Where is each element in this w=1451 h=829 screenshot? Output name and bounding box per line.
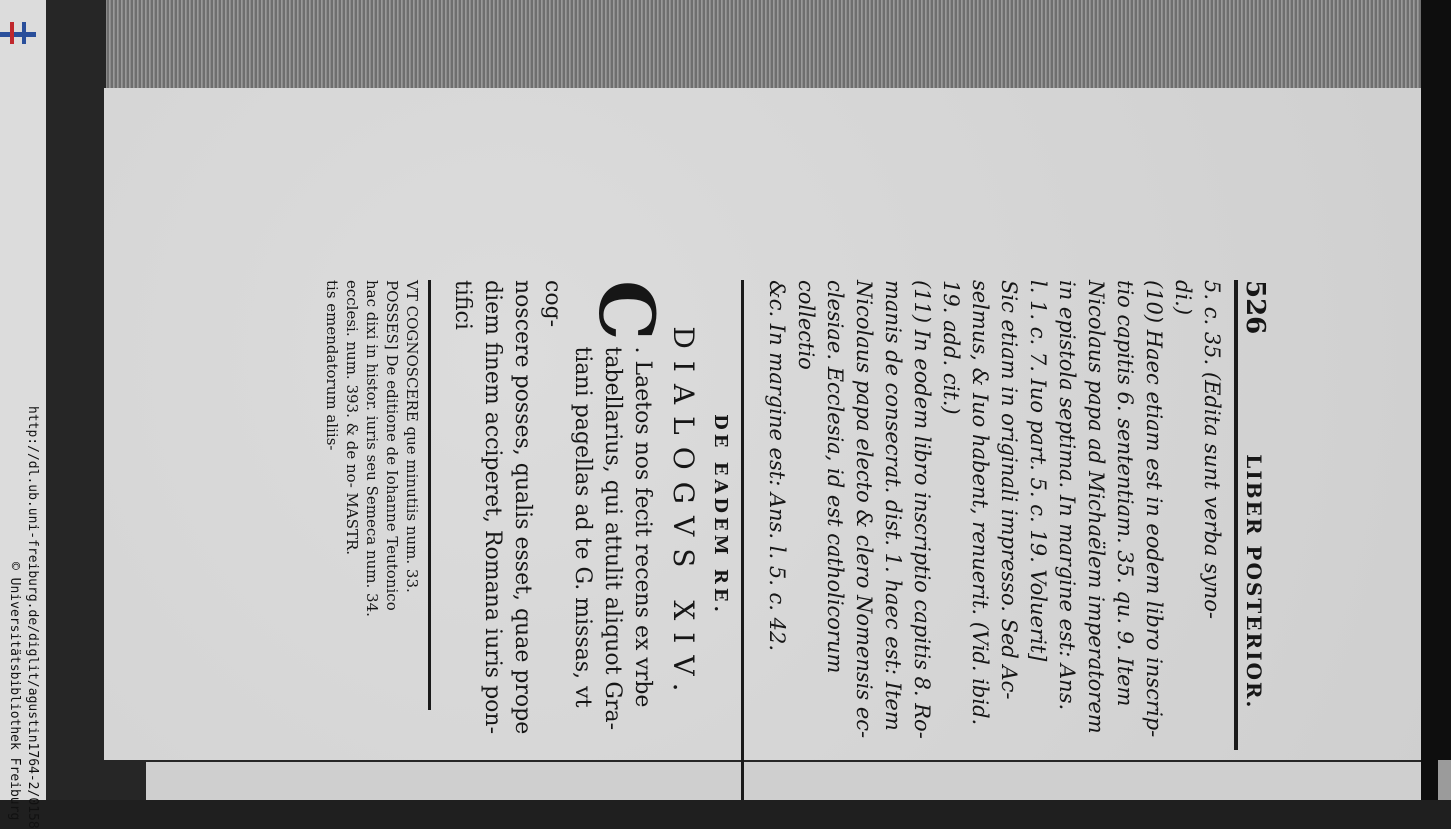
body-line: noscere posses, qualis esset, quae prope xyxy=(510,280,535,735)
note-line: (10) Haec etiam est in eodem libro inscrip- xyxy=(1142,280,1166,738)
note-line: &c. In margine est: Ans. l. 5. c. 42. xyxy=(765,280,789,652)
body-text xyxy=(447,280,671,750)
section-rule xyxy=(741,280,744,800)
page-number: 526 xyxy=(1240,280,1270,335)
margin-strip xyxy=(1438,760,1451,800)
footnote-line: hac dixi in histor. iuris seu Semeca num. 34. xyxy=(363,280,381,617)
note-line: in epistola septima. In margine est: Ans. xyxy=(1055,280,1079,711)
footnote-line: ecclesi. num. 393. & de no- MASTR. xyxy=(343,280,361,556)
note-line: Nicolaus papa ad Michaëlem imperatorem xyxy=(1084,280,1108,734)
running-header xyxy=(1234,280,1270,750)
note-line: Nicolaus papa electo & clero Nomensis ec- xyxy=(852,280,876,739)
footnote-line: POSSES] De editione de Iohanne Teutonico xyxy=(383,280,401,611)
note-line: clesiae. Ecclesia, id est catholicorum collectio xyxy=(794,280,847,674)
page-text-block xyxy=(170,280,1270,750)
notes-section xyxy=(762,280,1226,750)
body-line: . Laetos nos fecit recens ex vrbe xyxy=(630,346,655,708)
body-line: diem finem acciperet, Romana iuris pon- xyxy=(480,280,505,735)
note-line: manis de consecrat. dist. 1. haec est: Item xyxy=(881,280,905,731)
note-line: 5. c. 35. (Edita sunt verba syno- xyxy=(1200,280,1224,620)
credit-text xyxy=(6,0,42,829)
page-edges xyxy=(106,0,1421,95)
body-line: tiani pagellas ad te G. missas, vt cog- xyxy=(540,280,595,708)
note-line: 19. add. cit.) xyxy=(939,280,963,415)
body-line: tabellarius, qui attulit aliquot Gra- xyxy=(600,346,625,731)
source-url[interactable]: http://dl.ub.uni-freiburg.de/diglit/agustin1764-2/0158 xyxy=(25,406,40,829)
running-head-title: LIBER POSTERIOR. xyxy=(1242,454,1266,710)
sidebar xyxy=(0,0,46,829)
note-line: tio capitis 6. sententiam. 35. qu. 9. Item xyxy=(1113,280,1137,707)
note-line: (11) In eodem libro inscriptio capitis 8. Ro- xyxy=(910,280,934,739)
dialog-title: DIALOGVS XIV. xyxy=(667,326,700,704)
copyright-notice: © Universitätsbibliothek Freiburg xyxy=(7,562,22,821)
footnote xyxy=(322,280,431,710)
note-line: di.) xyxy=(1171,280,1195,316)
note-line: l. 1. c. 7. Iuo part. 5. c. 19. Voluerit] xyxy=(1026,280,1050,662)
book-cover-edge xyxy=(1421,0,1451,800)
note-line: Sic etiam in originali impresso. Sed Ac- xyxy=(997,280,1021,700)
footnote-line: tis emendatorum aliis- xyxy=(323,280,341,451)
drop-cap: C xyxy=(582,280,671,341)
next-page-edge xyxy=(146,762,1426,800)
body-line: tifici xyxy=(450,280,475,330)
note-line: selmus, & Iuo habent, renuerit. (Vid. ibid. xyxy=(968,280,992,726)
section-heading: DE EADEM RE. xyxy=(710,414,731,616)
footnote-line: VT COGNOSCERE que minutiis num. 33. xyxy=(403,280,421,593)
